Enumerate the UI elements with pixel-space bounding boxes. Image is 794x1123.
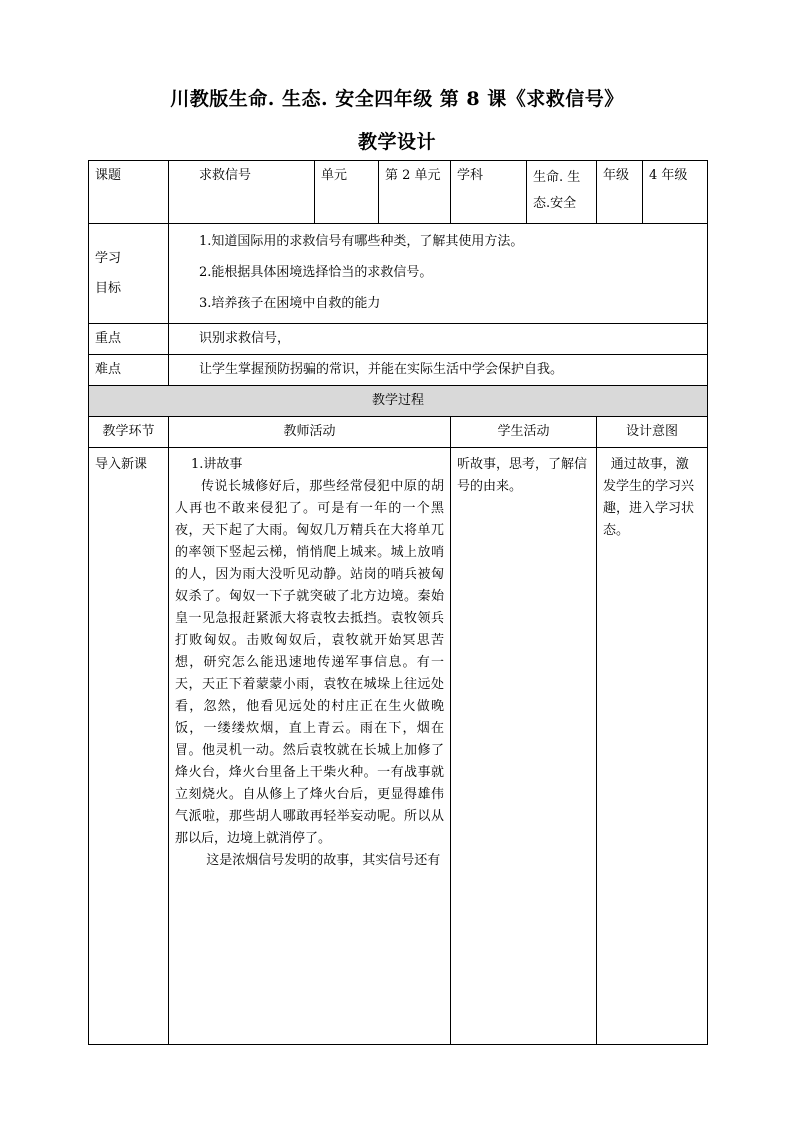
teacher-tail: 这是浓烟信号发明的故事，其实信号还有 (206, 853, 441, 868)
goals-list (169, 224, 708, 324)
topic-label: 课题 (89, 161, 169, 224)
lesson-plan-table (88, 160, 708, 1045)
teacher-heading: 1.讲故事 (191, 457, 243, 472)
col-stage: 教学环节 (89, 417, 169, 448)
col-teacher: 教师活动 (169, 417, 451, 448)
difficulty-value: 让学生掌握预防拐骗的常识，并能在实际生活中学会保护自我。 (169, 355, 708, 386)
header-row (89, 161, 708, 224)
grade-label: 年级 (597, 161, 643, 224)
stage-intro: 导入新课 (89, 448, 169, 1045)
unit-value: 第 2 单元 (379, 161, 451, 224)
goals-label-text: 学习目标 (95, 250, 122, 296)
teacher-story: 传说长城修好后，那些经常侵犯中原的胡人再也不敢来侵犯了。可是有一年的一个黑夜，天下起了大雨。匈奴几万精兵在大将单兀的率领下竖起云梯，悄悄爬上城来。城上放哨的人，因为雨大没听见动静。站岗的哨兵被匈奴杀了。匈奴一下子就突破了北方边境。秦始皇一见急报赶紧派大将袁牧去抵挡。袁牧领兵打败匈奴。击败匈奴后，袁牧就开始冥思苦想，研究怎么能迅速地传递军事信息。有一天，天正下着蒙蒙小雨，袁牧在城垛上往远处看，忽然，他看见远处的村庄正在生火做晚饭，一缕缕炊烟，直上青云。雨在下，烟在冒。他灵机一动。然后袁牧就在长城上加修了烽火台，烽火台里备上干柴火种。一有战事就立刻烧火。自从修上了烽火台后，更显得雄伟气派啦，那些胡人哪敢再轻举妄动呢。所以从那以后，边境上就消停了。 (175, 479, 444, 846)
process-row-intro (89, 448, 708, 1045)
document-title: 川教版生命. 生态. 安全四年级 第 8 课《求救信号》 (170, 88, 624, 110)
goals-label (89, 224, 169, 324)
goal-item-1: 1.知道国际用的求救信号有哪些种类，了解其使用方法。 (199, 234, 524, 249)
goal-item-2: 2.能根据具体困境选择恰当的求救信号。 (199, 265, 433, 280)
difficulty-row (89, 355, 708, 386)
design-intent: 通过故事，激发学生的学习兴趣，进入学习状态。 (597, 448, 708, 1045)
process-title-row (89, 386, 708, 417)
document-subtitle: 教学设计 (357, 131, 436, 153)
student-activity: 听故事，思考，了解信号的由来。 (451, 448, 597, 1045)
key-point-value: 识别求救信号， (169, 324, 708, 355)
col-intent: 设计意图 (597, 417, 708, 448)
process-column-headers (89, 417, 708, 448)
subject-label: 学科 (451, 161, 527, 224)
key-point-label: 重点 (89, 324, 169, 355)
unit-label: 单元 (315, 161, 379, 224)
process-title: 教学过程 (89, 386, 708, 417)
key-point-row (89, 324, 708, 355)
goal-item-3: 3.培养孩子在困境中自救的能力 (199, 296, 381, 311)
subject-value: 生命. 生态.安全 (527, 161, 597, 224)
grade-value: 4 年级 (643, 161, 708, 224)
goals-row (89, 224, 708, 324)
topic-value: 求救信号 (169, 161, 315, 224)
teacher-activity (169, 448, 451, 1045)
col-student: 学生活动 (451, 417, 597, 448)
difficulty-label: 难点 (89, 355, 169, 386)
